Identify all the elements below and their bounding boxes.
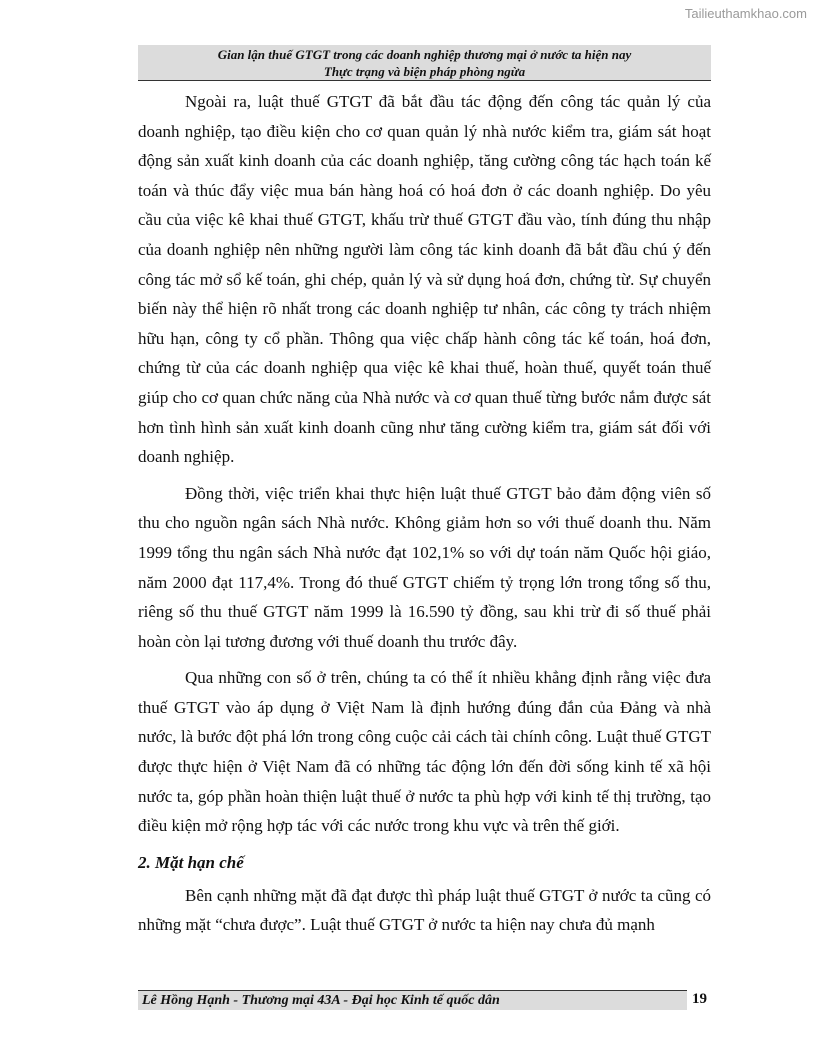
paragraph-4: Bên cạnh những mặt đã đạt được thì pháp luật thuế GTGT ở nước ta cũng có những mặt “chưa được”. Luật thuế GTGT ở nước ta hiện nay chưa đủ mạnh bbox=[138, 885, 711, 935]
paragraph-3: Qua những con số ở trên, chúng ta có thể ít nhiều khẳng định rằng việc đưa thuế GTGT vào áp dụng ở Việt Nam là định hướng đúng đắn của Đảng và nhà nước, là bước đột phá lớn trong công cuộc cải cách tài chính công. Luật thuế GTGT được thực hiện ở Việt Nam đã có những tác động lớn đến đời sống kinh tế xã hội nước ta, góp phần hoàn thiện luật thuế ở nước ta phù hợp với kinh tế thị trường, tạo điều kiện mở rộng hợp tác với các nước trong khu vực và trên thế giới. bbox=[138, 668, 711, 836]
running-header bbox=[138, 45, 711, 81]
watermark: Tailieuthamkhao.com bbox=[684, 6, 807, 21]
header-title: Gian lận thuế GTGT trong các doanh nghiệp thương mại ở nước ta hiện nay bbox=[217, 47, 632, 62]
section-heading: 2. Mặt hạn chế bbox=[138, 852, 244, 872]
header-subtitle: Thực trạng và biện pháp phòng ngừa bbox=[323, 64, 526, 79]
page-body bbox=[138, 87, 711, 947]
page-number: 19 bbox=[692, 991, 707, 1007]
running-footer: Lê Hồng Hạnh - Thương mại 43A - Đại học Kinh tế quốc dân bbox=[138, 990, 687, 1010]
paragraph-2: Đồng thời, việc triển khai thực hiện luật thuế GTGT bảo đảm động viên số thu cho nguồn ngân sách Nhà nước. Không giảm hơn so với thuế doanh thu. Năm 1999 tổng thu ngân sách Nhà nước đạt 102,1% so với dự toán năm Quốc hội giáo, năm 2000 đạt 117,4%. Trong đó thuế GTGT chiếm tỷ trọng lớn trong tổng số thu, riêng số thu thuế GTGT năm 1999 là 16.590 tỷ đồng, sau khi trừ đi số thuế phải hoàn còn lại tương đương với thuế doanh thu trước đây. bbox=[138, 483, 711, 651]
paragraph-1: Ngoài ra, luật thuế GTGT đã bắt đầu tác động đến công tác quản lý của doanh nghiệp, tạo điều kiện cho cơ quan quản lý nhà nước kiểm tra, giám sát hoạt động sản xuất kinh doanh của các doanh nghiệp, tăng cường công tác hạch toán kế toán và thúc đẩy việc mua bán hàng hoá có hoá đơn ở các doanh nghiệp. Do yêu cầu của việc kê khai thuế GTGT, khấu trừ thuế GTGT đầu vào, tính đúng thu nhập của doanh nghiệp nên những người làm công tác kinh doanh đã bắt đầu chú ý đến công tác mở sổ kế toán, ghi chép, quản lý và sử dụng hoá đơn, chứng từ. Sự chuyển biến này thể hiện rõ nhất trong các doanh nghiệp tư nhân, các công ty trách nhiệm hữu hạn, công ty cổ phần. Thông qua việc chấp hành công tác kế toán, hoá đơn, chứng từ của các doanh nghiệp qua việc kê khai thuế, hoàn thuế, quyết toán thuế giúp cho cơ quan chức năng của Nhà nước và cơ quan thuế từng bước nắm được sát hơn tình hình sản xuất kinh doanh cũng như tăng cường kiểm tra, giám sát đối với doanh nghiệp. bbox=[138, 92, 711, 467]
